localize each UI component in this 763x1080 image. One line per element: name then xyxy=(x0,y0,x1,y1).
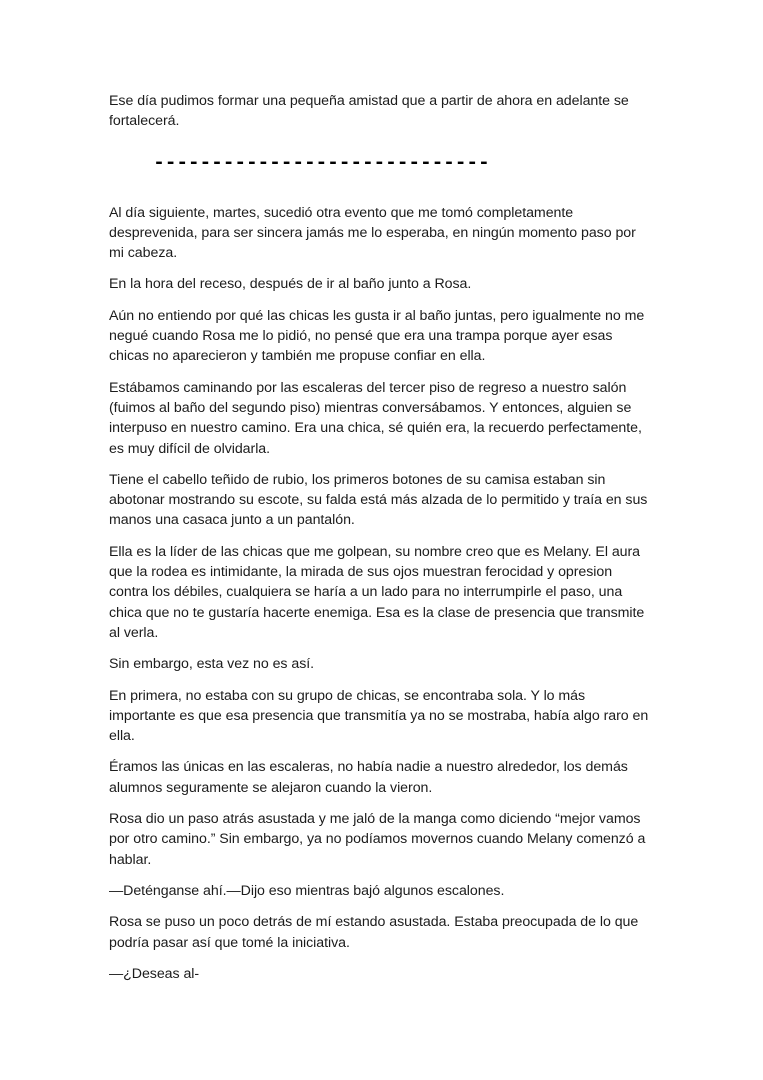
paragraph: Al día siguiente, martes, sucedió otra evento que me tomó completamente desprevenida, para ser sincera jamás me lo esperaba, en ningún momento paso por mi cabeza. xyxy=(109,204,636,262)
intro-paragraph: Ese día pudimos formar una pequeña amistad que a partir de ahora en adelante se fortalecerá. xyxy=(109,93,629,130)
paragraph: Estábamos caminando por las escaleras del tercer piso de regreso a nuestro salón (fuimos al baño del segundo piso) mientras conversábamos. Y entonces, alguien se interpuso en nuestro camino. Era una chica, sé quién era, la recuerdo perfectamente, es muy difícil de olvidarla. xyxy=(109,379,642,457)
paragraph: Ella es la líder de las chicas que me golpean, su nombre creo que es Melany. El aura que la rodea es intimidante, la mirada de sus ojos muestran ferocidad y opresion contra los débiles, cualquiera se haría a un lado para no interrumpirle el paso, una chica que no te gustaría hacerte enemiga. Esa es la clase de presencia que transmite al verla. xyxy=(109,543,645,641)
paragraph: Tiene el cabello teñido de rubio, los primeros botones de su camisa estaban sin abotonar mostrando su escote, su falda está más alzada de lo permitido y traía en sus manos una casaca junto a un pantalón. xyxy=(109,471,648,529)
paragraph: Rosa dio un paso atrás asustada y me jaló de la manga como diciendo “mejor vamos por otro camino.” Sin embargo, ya no podíamos movernos cuando Melany comenzó a hablar. xyxy=(109,811,646,868)
paragraph: Aún no entiendo por qué las chicas les gusta ir al baño juntas, pero igualmente no me negué cuando Rosa me lo pidió, no pensé que era una trampa porque ayer esas chicas no aparecieron y también me propuse confiar en ella. xyxy=(109,307,645,365)
dialogue-line: —¿Deseas al- xyxy=(109,965,200,982)
paragraph: Rosa se puso un poco detrás de mí estando asustada. Estaba preocupada de lo que podría pasar así que tomé la iniciativa. xyxy=(109,914,639,951)
paragraph: En primera, no estaba con su grupo de chicas, se encontraba sola. Y lo más importante es que esa presencia que transmitía ya no se mostraba, había algo raro en ella. xyxy=(109,687,649,745)
dialogue-line: —Deténganse ahí.—Dijo eso mientras bajó algunos escalones. xyxy=(109,882,505,899)
scene-separator: ----------------------------- xyxy=(153,151,490,175)
document-body xyxy=(109,91,654,995)
paragraph: Sin embargo, esta vez no es así. xyxy=(109,656,315,673)
paragraph: Éramos las únicas en las escaleras, no había nadie a nuestro alrededor, los demás alumnos seguramente se alejaron cuando la vieron. xyxy=(109,759,628,796)
paragraph: En la hora del receso, después de ir al baño junto a Rosa. xyxy=(109,276,472,293)
